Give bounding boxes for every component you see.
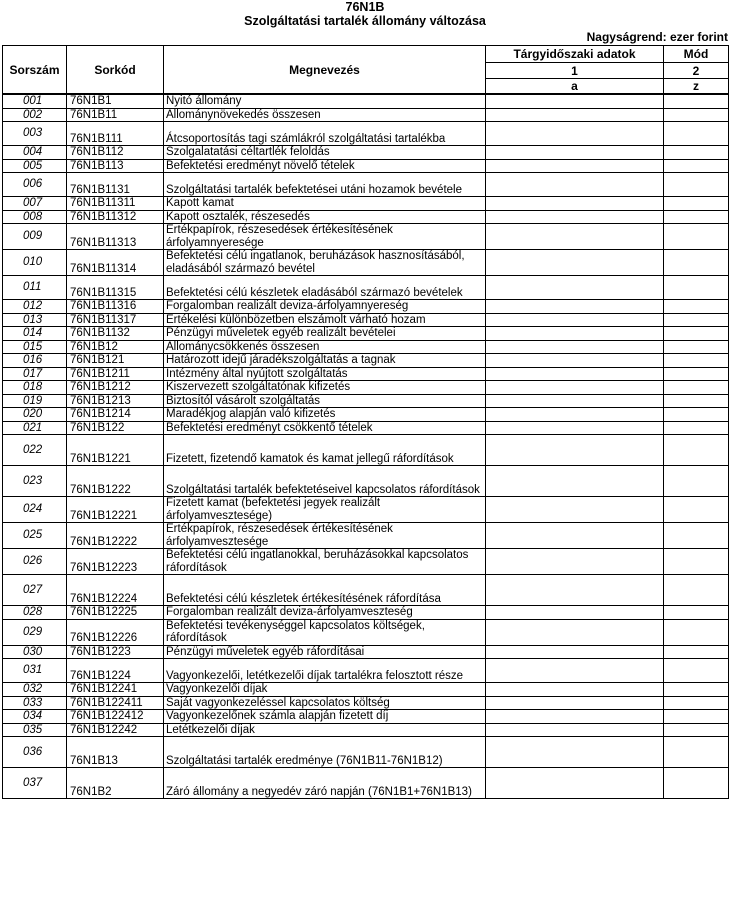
row-sorkod: 76N1B12224 (67, 575, 164, 606)
table-row (3, 94, 729, 108)
table-row (3, 696, 729, 710)
row-value-cell-2[interactable] (664, 313, 729, 327)
unit-label: Nagyságrend: ezer forint (586, 30, 728, 44)
data-table (2, 45, 729, 799)
col-header-mod: Mód (664, 46, 729, 63)
row-sorszam: 016 (3, 354, 67, 368)
row-sorszam: 031 (3, 659, 67, 683)
row-value-cell-1[interactable] (486, 394, 664, 408)
row-value-cell-2[interactable] (664, 737, 729, 768)
row-megnevezes: Maradékjog alapján való kifizetés (164, 408, 486, 422)
table-row (3, 466, 729, 497)
col-number-1: 1 (486, 63, 664, 79)
table-row (3, 768, 729, 799)
row-value-cell-1[interactable] (486, 173, 664, 197)
row-value-cell-2[interactable] (664, 466, 729, 497)
row-value-cell-2[interactable] (664, 421, 729, 435)
row-value-cell-1[interactable] (486, 645, 664, 659)
row-value-cell-1[interactable] (486, 408, 664, 422)
table-header (3, 46, 729, 95)
table-row (3, 122, 729, 146)
row-value-cell-1[interactable] (486, 659, 664, 683)
row-megnevezes: Értékpapírok, részesedések értékesítésének árfolyamnyeresége (164, 224, 486, 250)
row-sorkod: 76N1B11314 (67, 250, 164, 276)
row-value-cell-1[interactable] (486, 710, 664, 724)
row-sorszam: 004 (3, 146, 67, 160)
row-value-cell-1[interactable] (486, 683, 664, 697)
table-row (3, 497, 729, 523)
col-header-sorszam: Sorszám (3, 46, 67, 95)
row-value-cell-2[interactable] (664, 606, 729, 620)
row-value-cell-1[interactable] (486, 159, 664, 173)
row-sorszam: 015 (3, 340, 67, 354)
row-value-cell-1[interactable] (486, 250, 664, 276)
row-megnevezes: Szolgáltatási tartalék befektetéseivel kapcsolatos ráfordítások (164, 466, 486, 497)
row-sorkod: 76N1B1131 (67, 173, 164, 197)
row-sorszam: 029 (3, 619, 67, 645)
row-value-cell-2[interactable] (664, 300, 729, 314)
report-title: Szolgáltatási tartalék állomány változása (244, 14, 486, 28)
row-megnevezes: Befektetési eredményt növelő tételek (164, 159, 486, 173)
row-value-cell-2[interactable] (664, 94, 729, 108)
row-sorkod: 76N1B1 (67, 94, 164, 108)
row-value-cell-1[interactable] (486, 146, 664, 160)
row-value-cell-1[interactable] (486, 94, 664, 108)
row-value-cell-2[interactable] (664, 523, 729, 549)
row-value-cell-2[interactable] (664, 327, 729, 341)
row-sorszam: 014 (3, 327, 67, 341)
row-value-cell-1[interactable] (486, 768, 664, 799)
row-sorkod: 76N1B122411 (67, 696, 164, 710)
table-row (3, 159, 729, 173)
col-letter-z: z (664, 79, 729, 95)
row-value-cell-2[interactable] (664, 768, 729, 799)
row-sorkod: 76N1B11 (67, 108, 164, 122)
row-value-cell-2[interactable] (664, 250, 729, 276)
row-value-cell-2[interactable] (664, 683, 729, 697)
row-sorszam: 020 (3, 408, 67, 422)
row-sorkod: 76N1B113 (67, 159, 164, 173)
row-megnevezes: Befektetési célú készletek eladásából származó bevételek (164, 276, 486, 300)
table-row (3, 210, 729, 224)
row-value-cell-2[interactable] (664, 224, 729, 250)
row-value-cell-1[interactable] (486, 381, 664, 395)
row-sorszam: 023 (3, 466, 67, 497)
table-row (3, 108, 729, 122)
table-row (3, 300, 729, 314)
row-sorkod: 76N1B11311 (67, 197, 164, 211)
row-value-cell-2[interactable] (664, 340, 729, 354)
row-megnevezes: Átcsoportosítás tagi számlákról szolgáltatási tartalékba (164, 122, 486, 146)
row-sorszam: 035 (3, 723, 67, 737)
row-value-cell-1[interactable] (486, 210, 664, 224)
row-value-cell-2[interactable] (664, 146, 729, 160)
table-row (3, 659, 729, 683)
row-megnevezes: Kapott osztalék, részesedés (164, 210, 486, 224)
row-value-cell-2[interactable] (664, 497, 729, 523)
table-row (3, 575, 729, 606)
row-value-cell-2[interactable] (664, 108, 729, 122)
report-code: 76N1B (345, 0, 385, 14)
row-value-cell-1[interactable] (486, 224, 664, 250)
row-megnevezes: Letétkezelői díjak (164, 723, 486, 737)
row-value-cell-2[interactable] (664, 575, 729, 606)
row-value-cell-2[interactable] (664, 408, 729, 422)
row-value-cell-2[interactable] (664, 394, 729, 408)
row-sorkod: 76N1B1213 (67, 394, 164, 408)
row-value-cell-2[interactable] (664, 122, 729, 146)
table-row (3, 327, 729, 341)
col-number-2: 2 (664, 63, 729, 79)
table-row (3, 250, 729, 276)
table-row (3, 276, 729, 300)
row-value-cell-1[interactable] (486, 737, 664, 768)
row-megnevezes: Befektetési tevékenységgel kapcsolatos költségek, ráfordítások (164, 619, 486, 645)
row-sorkod: 76N1B1224 (67, 659, 164, 683)
row-sorkod: 76N1B1222 (67, 466, 164, 497)
row-sorkod: 76N1B12242 (67, 723, 164, 737)
row-megnevezes: Kiszervezett szolgáltatónak kifizetés (164, 381, 486, 395)
row-value-cell-1[interactable] (486, 340, 664, 354)
row-sorszam: 009 (3, 224, 67, 250)
row-sorkod: 76N1B121 (67, 354, 164, 368)
row-sorszam: 022 (3, 435, 67, 466)
row-megnevezes: Nyitó állomány (164, 94, 486, 108)
row-sorkod: 76N1B122 (67, 421, 164, 435)
row-value-cell-2[interactable] (664, 659, 729, 683)
row-sorszam: 019 (3, 394, 67, 408)
row-value-cell-1[interactable] (486, 421, 664, 435)
table-row (3, 523, 729, 549)
row-value-cell-1[interactable] (486, 197, 664, 211)
row-megnevezes: Záró állomány a negyedév záró napján (76N1B1+76N1B13) (164, 768, 486, 799)
row-megnevezes: Vagyonkezelőnek számla alapján fizetett díj (164, 710, 486, 724)
table-row (3, 408, 729, 422)
table-row (3, 549, 729, 575)
table-row (3, 394, 729, 408)
row-value-cell-2[interactable] (664, 696, 729, 710)
row-megnevezes: Pénzügyi műveletek egyéb realizált bevételei (164, 327, 486, 341)
table-row (3, 173, 729, 197)
row-megnevezes: Forgalomban realizált deviza-árfolyamveszteség (164, 606, 486, 620)
row-value-cell-1[interactable] (486, 435, 664, 466)
row-value-cell-2[interactable] (664, 197, 729, 211)
row-megnevezes: Határozott idejű járadékszolgáltatás a tagnak (164, 354, 486, 368)
row-megnevezes: Pénzügyi műveletek egyéb ráfordításai (164, 645, 486, 659)
row-sorszam: 026 (3, 549, 67, 575)
row-sorkod: 76N1B1212 (67, 381, 164, 395)
row-sorkod: 76N1B13 (67, 737, 164, 768)
row-sorszam: 012 (3, 300, 67, 314)
table-row (3, 606, 729, 620)
table-row (3, 197, 729, 211)
row-value-cell-1[interactable] (486, 300, 664, 314)
row-value-cell-1[interactable] (486, 497, 664, 523)
row-sorszam: 013 (3, 313, 67, 327)
row-sorszam: 036 (3, 737, 67, 768)
row-megnevezes: Fizetett kamat (befektetési jegyek realizált árfolyamvesztesége) (164, 497, 486, 523)
row-megnevezes: Fizetett, fizetendő kamatok és kamat jellegű ráfordítások (164, 435, 486, 466)
row-sorszam: 003 (3, 122, 67, 146)
row-megnevezes: Befektetési célú ingatlanok, beruházások hasznosításából, eladásából származó bevétel (164, 250, 486, 276)
row-sorkod: 76N1B12223 (67, 549, 164, 575)
row-value-cell-2[interactable] (664, 549, 729, 575)
row-value-cell-2[interactable] (664, 435, 729, 466)
table-row (3, 435, 729, 466)
row-value-cell-1[interactable] (486, 549, 664, 575)
row-megnevezes: Biztosítól vásárolt szolgáltatás (164, 394, 486, 408)
row-sorszam: 034 (3, 710, 67, 724)
row-sorkod: 76N1B1223 (67, 645, 164, 659)
row-value-cell-1[interactable] (486, 723, 664, 737)
row-value-cell-1[interactable] (486, 466, 664, 497)
row-sorszam: 037 (3, 768, 67, 799)
row-megnevezes: Befektetési eredményt csökkentő tételek (164, 421, 486, 435)
table-row (3, 645, 729, 659)
row-sorszam: 025 (3, 523, 67, 549)
row-value-cell-2[interactable] (664, 173, 729, 197)
row-value-cell-1[interactable] (486, 313, 664, 327)
row-sorszam: 011 (3, 276, 67, 300)
row-value-cell-1[interactable] (486, 276, 664, 300)
row-sorkod: 76N1B12225 (67, 606, 164, 620)
row-sorkod: 76N1B12221 (67, 497, 164, 523)
row-value-cell-2[interactable] (664, 367, 729, 381)
row-sorszam: 008 (3, 210, 67, 224)
col-header-targyidoszaki: Tárgyidőszaki adatok (486, 46, 664, 63)
row-sorszam: 001 (3, 94, 67, 108)
row-megnevezes: Vagyonkezelői díjak (164, 683, 486, 697)
col-header-megnevezes: Megnevezés (164, 46, 486, 95)
row-sorszam: 007 (3, 197, 67, 211)
table-row (3, 313, 729, 327)
table-row (3, 710, 729, 724)
row-value-cell-1[interactable] (486, 606, 664, 620)
row-megnevezes: Befektetési célú készletek értékesítésének ráfordítása (164, 575, 486, 606)
row-value-cell-1[interactable] (486, 354, 664, 368)
row-value-cell-1[interactable] (486, 327, 664, 341)
row-sorszam: 032 (3, 683, 67, 697)
row-megnevezes: Állománycsökkenés összesen (164, 340, 486, 354)
row-value-cell-2[interactable] (664, 210, 729, 224)
row-sorkod: 76N1B11315 (67, 276, 164, 300)
row-megnevezes: Állománynövekedés összesen (164, 108, 486, 122)
row-sorszam: 005 (3, 159, 67, 173)
row-sorkod: 76N1B1214 (67, 408, 164, 422)
table-row (3, 683, 729, 697)
table-row (3, 737, 729, 768)
table-row (3, 619, 729, 645)
table-row (3, 421, 729, 435)
row-sorszam: 006 (3, 173, 67, 197)
row-sorszam: 033 (3, 696, 67, 710)
row-value-cell-2[interactable] (664, 276, 729, 300)
table-row (3, 723, 729, 737)
row-sorkod: 76N1B11316 (67, 300, 164, 314)
col-letter-a: a (486, 79, 664, 95)
row-megnevezes: Kapott kamat (164, 197, 486, 211)
row-sorszam: 024 (3, 497, 67, 523)
table-row (3, 367, 729, 381)
row-megnevezes: Értékelési különbözetben elszámolt várható hozam (164, 313, 486, 327)
row-sorkod: 76N1B11317 (67, 313, 164, 327)
row-megnevezes: Saját vagyonkezeléssel kapcsolatos költség (164, 696, 486, 710)
row-value-cell-1[interactable] (486, 367, 664, 381)
row-sorkod: 76N1B122412 (67, 710, 164, 724)
row-sorszam: 017 (3, 367, 67, 381)
row-megnevezes: Intézmény által nyújtott szolgáltatás (164, 367, 486, 381)
row-value-cell-1[interactable] (486, 122, 664, 146)
row-sorkod: 76N1B2 (67, 768, 164, 799)
table-body (3, 94, 729, 799)
row-megnevezes: Értékpapírok, részesedések értékesítésének árfolyamvesztesége (164, 523, 486, 549)
table-row (3, 340, 729, 354)
row-sorkod: 76N1B1211 (67, 367, 164, 381)
row-sorszam: 030 (3, 645, 67, 659)
row-value-cell-2[interactable] (664, 645, 729, 659)
table-row (3, 354, 729, 368)
row-sorszam: 002 (3, 108, 67, 122)
row-sorkod: 76N1B11313 (67, 224, 164, 250)
row-value-cell-2[interactable] (664, 354, 729, 368)
col-header-sorkod: Sorkód (67, 46, 164, 95)
row-sorkod: 76N1B1132 (67, 327, 164, 341)
row-sorszam: 021 (3, 421, 67, 435)
row-value-cell-1[interactable] (486, 575, 664, 606)
row-sorkod: 76N1B11312 (67, 210, 164, 224)
row-value-cell-1[interactable] (486, 696, 664, 710)
row-sorszam: 018 (3, 381, 67, 395)
row-value-cell-1[interactable] (486, 619, 664, 645)
row-sorkod: 76N1B112 (67, 146, 164, 160)
row-sorszam: 010 (3, 250, 67, 276)
row-sorkod: 76N1B12241 (67, 683, 164, 697)
row-sorkod: 76N1B12222 (67, 523, 164, 549)
table-row (3, 381, 729, 395)
row-megnevezes: Vagyonkezelői, letétkezelői díjak tartalékra felosztott része (164, 659, 486, 683)
row-sorkod: 76N1B12 (67, 340, 164, 354)
row-value-cell-1[interactable] (486, 523, 664, 549)
row-value-cell-2[interactable] (664, 159, 729, 173)
table-row (3, 224, 729, 250)
table-row (3, 146, 729, 160)
row-megnevezes: Szolgáltatási tartalék eredménye (76N1B11-76N1B12) (164, 737, 486, 768)
row-value-cell-2[interactable] (664, 381, 729, 395)
row-value-cell-2[interactable] (664, 619, 729, 645)
row-sorszam: 027 (3, 575, 67, 606)
row-sorszam: 028 (3, 606, 67, 620)
row-megnevezes: Szolgalatatási céltartlék feloldás (164, 146, 486, 160)
row-megnevezes: Forgalomban realizált deviza-árfolyamnyereség (164, 300, 486, 314)
row-sorkod: 76N1B111 (67, 122, 164, 146)
row-megnevezes: Befektetési célú ingatlanokkal, beruházásokkal kapcsolatos ráfordítások (164, 549, 486, 575)
row-value-cell-2[interactable] (664, 723, 729, 737)
row-sorkod: 76N1B12226 (67, 619, 164, 645)
row-value-cell-1[interactable] (486, 108, 664, 122)
row-sorkod: 76N1B1221 (67, 435, 164, 466)
row-megnevezes: Szolgáltatási tartalék befektetései utáni hozamok bevétele (164, 173, 486, 197)
row-value-cell-2[interactable] (664, 710, 729, 724)
